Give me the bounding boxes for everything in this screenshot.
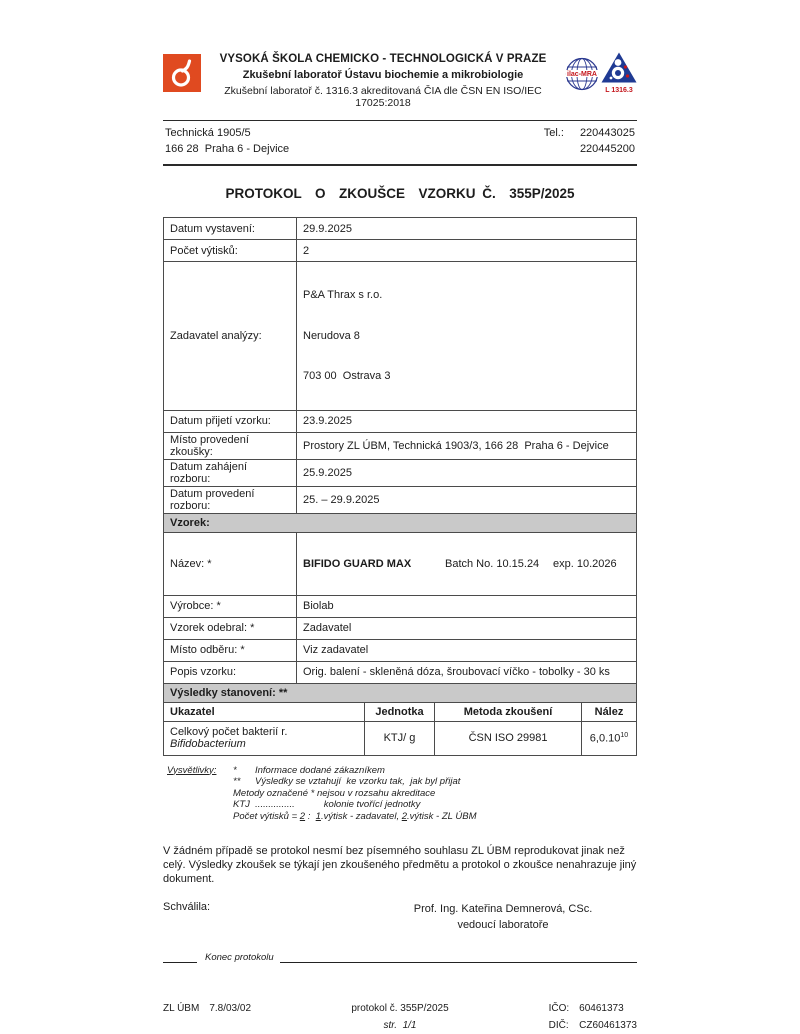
row-value <box>297 262 637 411</box>
address-city: 166 28 Praha 6 - Dejvice <box>165 143 290 155</box>
row-value: 23.9.2025 <box>297 410 637 432</box>
explanatory-notes <box>167 765 637 823</box>
client-street: Nerudova 8 <box>303 329 360 342</box>
result-indicator: Celkový počet bakterií r. Bifidobacterium <box>164 721 365 755</box>
row-label: Místo provedení zkoušky: <box>164 432 297 459</box>
table-row <box>164 661 637 683</box>
note-line: KTJ ............... kolonie tvořící jednotky <box>233 799 421 810</box>
row-label: Datum vystavení: <box>164 218 297 240</box>
row-value: Orig. balení - skleněná dóza, šroubovací víčko - tobolky - 30 ks <box>297 661 637 683</box>
svg-text:ilac-MRA: ilac-MRA <box>567 71 597 78</box>
footer-document-code <box>163 1000 351 1034</box>
end-of-protocol-label: Konec protokolu <box>205 952 274 963</box>
row-label: Místo odběru: * <box>164 639 297 661</box>
protocol-info-table <box>163 217 637 703</box>
notes-list <box>233 765 477 823</box>
table-row <box>164 617 637 639</box>
column-header: Jednotka <box>365 702 435 721</box>
dic-label: DIČ: <box>548 1020 569 1031</box>
row-label: Popis vzorku: <box>164 661 297 683</box>
client-city: 703 00 Ostrava 3 <box>303 370 391 382</box>
end-line-right-rule <box>280 952 637 963</box>
row-label: Datum provedení rozboru: <box>164 486 297 513</box>
table-row <box>164 240 637 262</box>
footer-form-code: 7.8/03/02 <box>209 1003 252 1014</box>
note-line: Počet výtisků = 2 : 1 .výtisk - zadavatel, 2 .výtisk - ZL ÚBM <box>233 810 477 822</box>
result-row <box>164 721 637 755</box>
phone-block <box>544 125 635 157</box>
address-street: Technická 1905/5 <box>165 127 251 139</box>
sample-expiry: exp. 10.2026 <box>553 557 617 570</box>
table-row <box>164 459 637 486</box>
table-row <box>164 432 637 459</box>
footer-protocol-number: protokol č. 355P/2025 <box>351 1003 449 1014</box>
tel-number-1: 220443025 <box>579 127 635 139</box>
results-header-row <box>164 702 637 721</box>
row-label: Počet výtisků: <box>164 240 297 262</box>
row-value: Prostory ZL ÚBM, Technická 1903/3, 166 28 Praha 6 - Dejvice <box>297 432 637 459</box>
signature-block <box>163 901 637 933</box>
lab-address <box>165 125 289 157</box>
row-label: Zadavatel analýzy: <box>164 262 297 411</box>
row-value <box>297 532 637 595</box>
row-label: Datum zahájení rozboru: <box>164 459 297 486</box>
document-header <box>163 52 637 109</box>
result-value: 6,0.10$^{10}$ <box>582 721 637 755</box>
ico-value: 60461373 <box>579 1003 624 1014</box>
row-label: Výrobce: * <box>164 595 297 617</box>
column-header: Nález <box>582 702 637 721</box>
vscht-logo-icon <box>163 54 201 92</box>
protocol-document <box>163 0 637 1034</box>
table-row <box>164 639 637 661</box>
row-value: Viz zadavatel <box>297 639 637 661</box>
row-value: 25. – 29.9.2025 <box>297 486 637 513</box>
address-divider <box>163 164 637 166</box>
approved-label: Schválila: <box>163 901 211 913</box>
footer-page-number: str. 1/1 <box>383 1020 417 1031</box>
end-of-protocol-line <box>163 952 637 963</box>
row-value: 2 <box>297 240 637 262</box>
approver-role: vedoucí laboratoře <box>457 919 549 931</box>
footer-protocol-ref <box>351 1000 448 1034</box>
page-footer <box>163 1000 637 1034</box>
university-name: VYSOKÁ ŠKOLA CHEMICKO - TECHNOLOGICKÁ V PRAZE <box>219 53 547 65</box>
genus-name: Bifidobacterium <box>170 738 246 750</box>
footer-lab-code: ZL ÚBM <box>163 1003 200 1014</box>
dic-value: CZ60461373 <box>579 1020 637 1031</box>
approver <box>369 901 637 933</box>
result-exponent: 10 <box>620 731 629 739</box>
row-label: Vzorek odebral: * <box>164 617 297 639</box>
legal-statement: V žádném případě se protokol nesmí bez písemného souhlasu ZL ÚBM reprodukovat jinak než celý. Výsledky zkoušek se týkají jen zkoušeného předmětu a protokol o zkoušce nenahrazuje jiný dokument. <box>163 845 637 885</box>
section-header-vysledky <box>164 683 637 702</box>
cia-accreditation-number: L 1316.3 <box>605 87 633 94</box>
note-line: ** Výsledky se vztahují ke vzorku tak, jak byl přijat <box>233 776 461 787</box>
footer-company-ids <box>549 1000 637 1034</box>
tel-number-2: 220445200 <box>579 143 635 155</box>
row-label: Název: * <box>164 532 297 595</box>
sample-name: BIFIDO GUARD MAX <box>303 557 412 570</box>
header-text-block <box>201 52 565 109</box>
cia-logo-block <box>601 52 637 94</box>
address-block <box>163 121 637 162</box>
ilac-mra-logo-icon <box>565 57 599 91</box>
section-title: Výsledky stanovení: ** <box>164 683 637 702</box>
section-header-vzorek <box>164 513 637 532</box>
result-method: ČSN ISO 29981 <box>435 721 582 755</box>
table-row <box>164 532 637 595</box>
table-row <box>164 410 637 432</box>
results-table <box>163 702 637 756</box>
section-title: Vzorek: <box>164 513 637 532</box>
column-header: Ukazatel <box>164 702 365 721</box>
row-value: 29.9.2025 <box>297 218 637 240</box>
row-value: Zadavatel <box>297 617 637 639</box>
note-line: Metody označené * nejsou v rozsahu akreditace <box>233 787 436 799</box>
table-row <box>164 486 637 513</box>
row-value: 25.9.2025 <box>297 459 637 486</box>
ico-label: IČO: <box>548 1003 570 1014</box>
tel-label: Tel.: <box>543 127 564 139</box>
sample-batch: Batch No. 10.15.24 <box>445 557 540 570</box>
notes-label: Vysvětlivky: <box>167 764 217 776</box>
note-line: * Informace dodané zákazníkem <box>233 764 385 776</box>
client-name: P&A Thrax s r.o. <box>303 289 383 301</box>
end-line-left-rule <box>163 952 197 963</box>
accreditation-logos <box>565 52 637 94</box>
accreditation-line: Zkušební laboratoř č. 1316.3 akreditovaná ČIA dle ČSN EN ISO/IEC 17025:2018 <box>224 85 542 109</box>
table-row <box>164 218 637 240</box>
table-row <box>164 262 637 411</box>
row-value: Biolab <box>297 595 637 617</box>
table-row <box>164 595 637 617</box>
laboratory-name: Zkušební laboratoř Ústavu biochemie a mikrobiologie <box>242 69 524 81</box>
column-header: Metoda zkoušení <box>435 702 582 721</box>
cia-triangle-logo-icon <box>601 52 637 83</box>
result-unit: KTJ/ g <box>365 721 435 755</box>
row-label: Datum přijetí vzorku: <box>164 410 297 432</box>
approver-name: Prof. Ing. Kateřina Demnerová, CSc. <box>413 903 593 915</box>
page-title: PROTOKOL O ZKOUŠCE VZORKU Č. 355P/2025 <box>225 186 575 201</box>
